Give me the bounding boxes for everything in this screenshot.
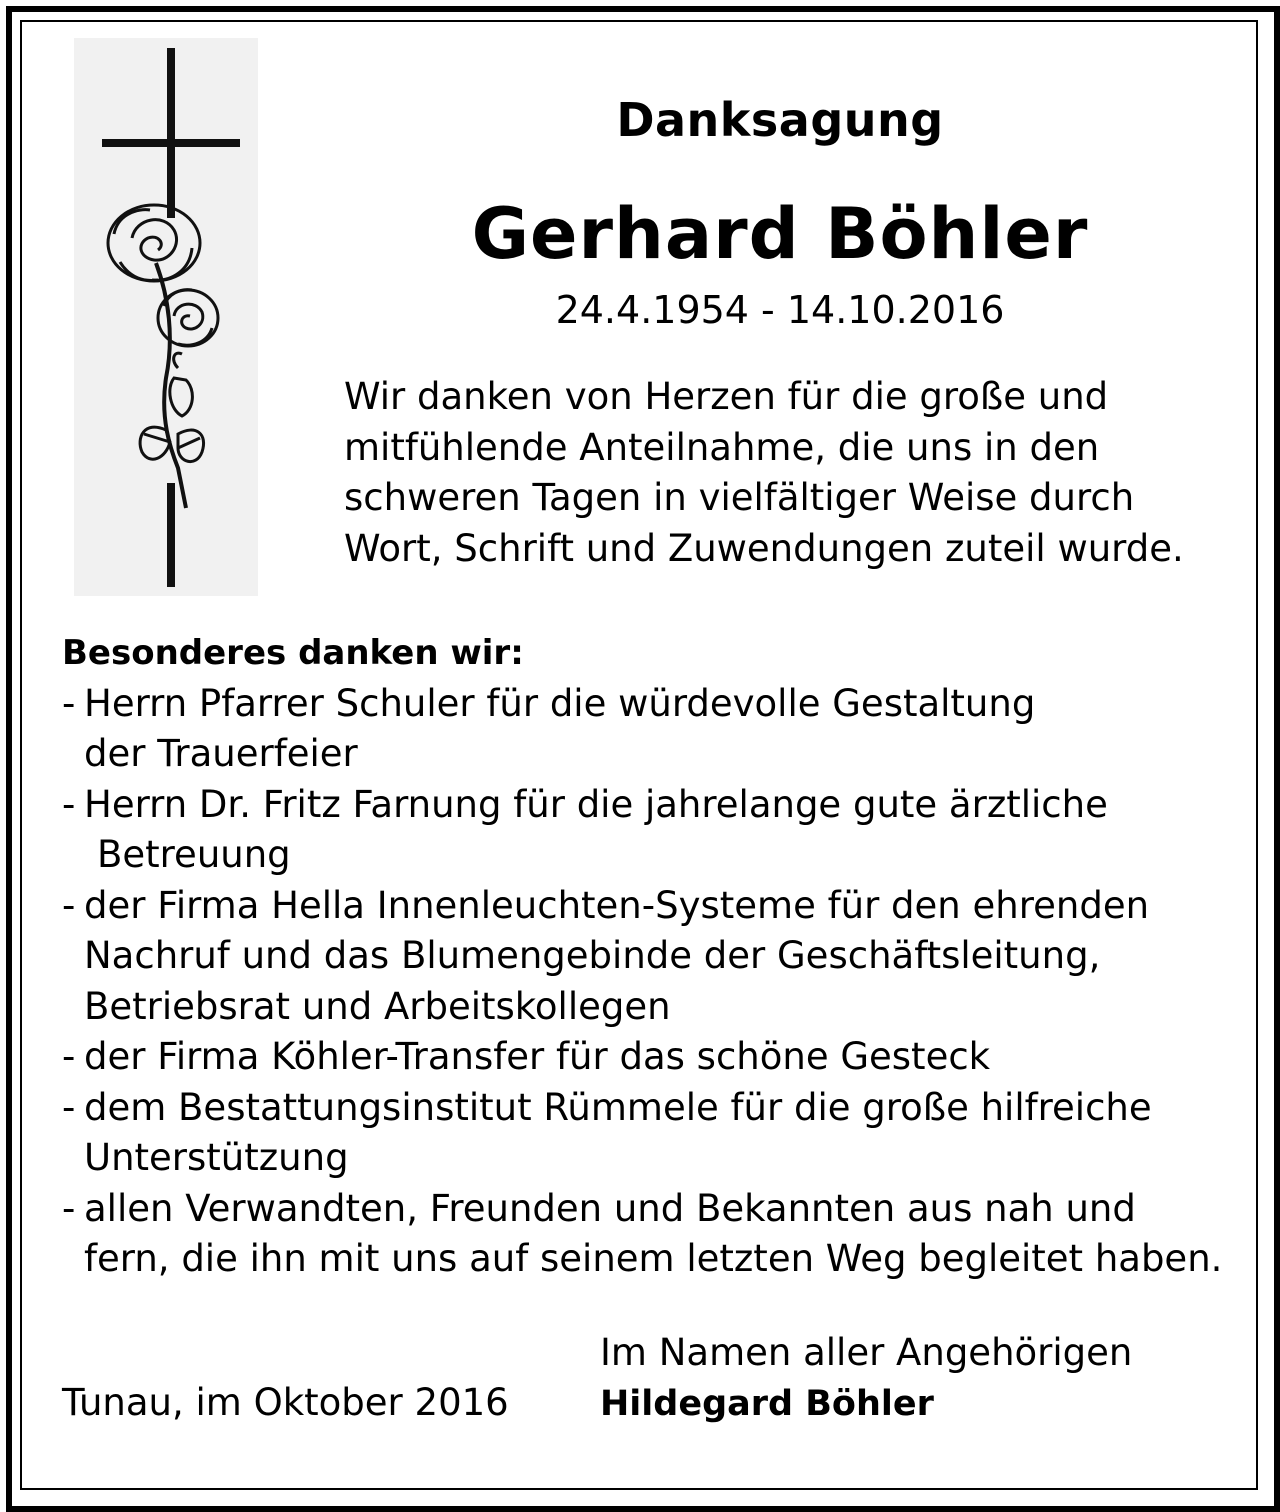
special-thanks-section bbox=[62, 628, 1252, 1285]
thanks-item-text: der Firma Hella Innenleuchten-Systeme für den ehrenden bbox=[84, 883, 1150, 927]
cross-with-roses-icon bbox=[74, 38, 258, 596]
place-and-date: Tunau, im Oktober 2016 bbox=[62, 1381, 509, 1424]
life-dates: 24.4.1954 - 14.10.2016 bbox=[555, 288, 1005, 332]
special-thanks-heading: Besonderes danken wir: bbox=[62, 633, 524, 673]
thanks-item-text: Nachruf und das Blumengebinde der Geschäftsleitung, bbox=[84, 934, 1101, 977]
thanks-item bbox=[62, 679, 1252, 780]
thanks-item-text: Herrn Dr. Fritz Farnung für die jahrelange gute ärztliche bbox=[84, 782, 1108, 826]
thanks-item bbox=[62, 780, 1252, 881]
thanks-item-text: der Firma Köhler-Transfer für das schöne Gesteck bbox=[84, 1035, 991, 1078]
intro-line: Wir danken von Herzen für die große und bbox=[344, 375, 1109, 418]
signature-block bbox=[600, 1328, 1132, 1429]
thanks-item-text: allen Verwandten, Freunden und Bekannten aus nah und bbox=[84, 1186, 1136, 1230]
thanks-item-text: dem Bestattungsinstitut Rümmele für die große hilfreiche bbox=[84, 1085, 1152, 1129]
thanks-item-text: Betriebsrat und Arbeitskollegen bbox=[84, 984, 671, 1028]
dash-bullet: - bbox=[62, 1186, 76, 1230]
thanks-item-text: der Trauerfeier bbox=[84, 732, 358, 775]
thanks-item-text: fern, die ihn mit uns auf seinem letzten Weg begleitet haben. bbox=[84, 1237, 1223, 1280]
intro-line: mitfühlende Anteilnahme, die uns in den bbox=[344, 425, 1100, 469]
signatory-name: Hildegard Böhler bbox=[600, 1383, 934, 1424]
on-behalf-line: Im Namen aller Angehörigen bbox=[600, 1331, 1133, 1374]
notice-title: Danksagung bbox=[616, 93, 944, 147]
thanks-item-text: Unterstützung bbox=[84, 1136, 349, 1179]
thanks-item bbox=[62, 1184, 1252, 1285]
thanks-item bbox=[62, 1083, 1252, 1184]
intro-line: Wort, Schrift und Zuwendungen zuteil wurde. bbox=[344, 526, 1184, 570]
deceased-name: Gerhard Böhler bbox=[471, 193, 1089, 275]
dash-bullet: - bbox=[62, 681, 76, 725]
thanks-item-text: Herrn Pfarrer Schuler für die würdevolle Gestaltung bbox=[84, 681, 1036, 725]
intro-paragraph bbox=[344, 372, 1244, 574]
thanks-item bbox=[62, 1032, 1252, 1083]
thanks-item-text: Betreuung bbox=[97, 833, 291, 876]
dash-bullet: - bbox=[62, 782, 76, 826]
dash-bullet: - bbox=[62, 1035, 76, 1078]
intro-line: schweren Tagen in vielfältiger Weise durch bbox=[344, 476, 1135, 519]
dash-bullet: - bbox=[62, 883, 76, 927]
thanks-item bbox=[62, 881, 1252, 1033]
dash-bullet: - bbox=[62, 1085, 76, 1129]
